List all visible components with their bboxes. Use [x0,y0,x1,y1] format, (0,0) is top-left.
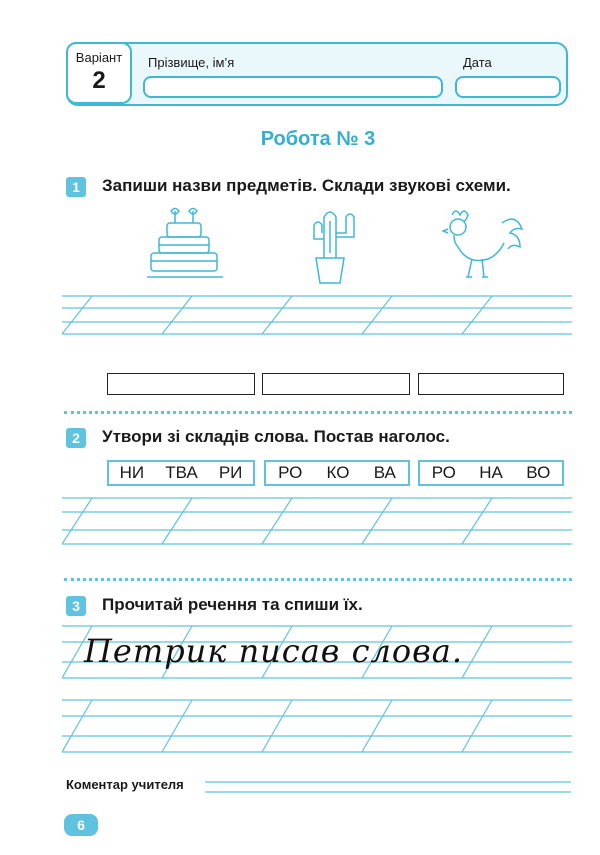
task-1-text: Запиши назви предметів. Склади звукові схеми. [102,176,511,195]
variant-box [66,42,132,104]
syllable: ВО [526,463,551,482]
syllable: КО [326,463,350,482]
variant-number: 2 [92,67,106,94]
cursive-sentence: Петрик писав слова. [84,632,464,670]
task-3-text: Прочитай речення та спиши їх. [102,595,363,614]
page-number: 6 [64,814,98,836]
cactus-icon [300,203,360,288]
task-3-number: 3 [66,596,86,616]
syllable: РО [431,463,456,482]
cake-icon [145,205,225,285]
syllable: РО [278,463,303,482]
divider-2 [64,578,572,581]
syllable-group-2 [264,460,410,486]
writing-lines-1[interactable] [62,290,572,350]
page-title: Робота № 3 [260,128,376,150]
sound-scheme-box-1[interactable] [107,373,255,395]
sound-scheme-box-2[interactable] [262,373,410,395]
name-field[interactable] [143,76,443,98]
variant-label: Варіант [75,50,123,65]
syllable: НА [479,463,503,482]
task-2-number: 2 [66,428,86,448]
comment-label: Коментар учителя [66,777,184,792]
rooster-icon [442,203,527,288]
divider-1 [64,411,572,414]
name-label: Прізвище, ім’я [148,55,235,70]
comment-lines[interactable] [205,776,571,798]
syllable: РИ [218,463,243,482]
date-label: Дата [463,55,492,70]
task-2-text: Утвори зі складів слова. Постав наголос. [102,427,450,446]
writing-lines-2[interactable] [62,492,572,562]
task-1-number: 1 [66,177,86,197]
syllable-group-3 [418,460,564,486]
syllable-group-1 [107,460,255,486]
sound-scheme-box-3[interactable] [418,373,564,395]
syllable: ТВА [165,463,198,482]
date-field[interactable] [455,76,561,98]
syllable: ВА [373,463,396,482]
syllable: НИ [119,463,145,482]
